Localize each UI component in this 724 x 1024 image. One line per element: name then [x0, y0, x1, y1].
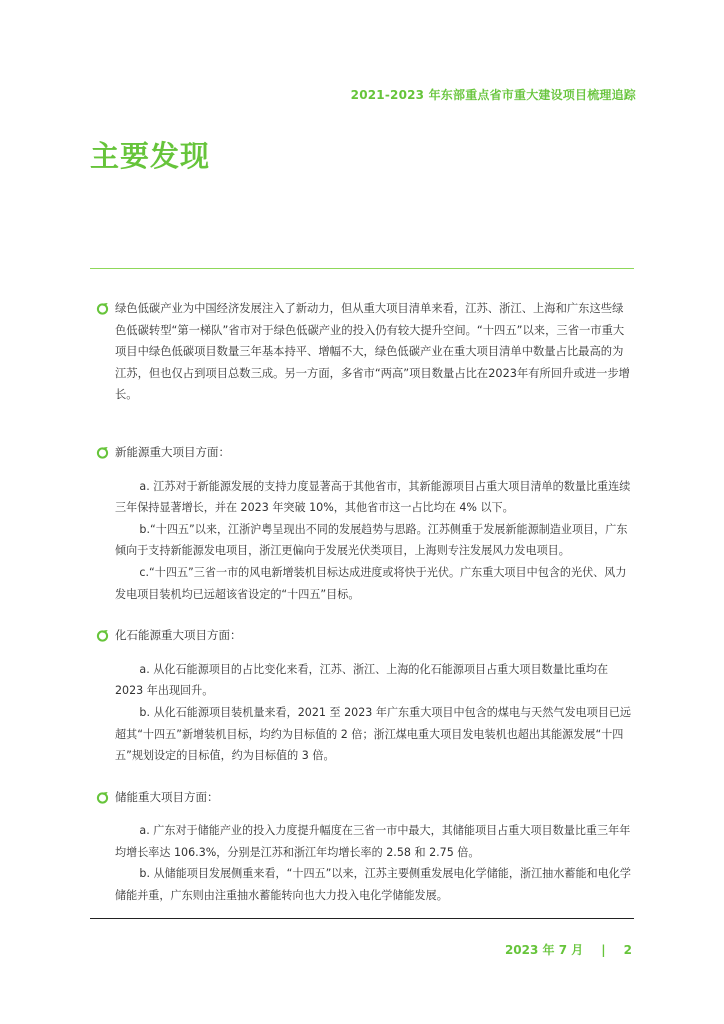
section-fossil-energy	[96, 625, 636, 767]
footer-date: 2023 年 7 月	[504, 943, 584, 957]
item-list	[96, 820, 636, 906]
footer-separator: |	[601, 942, 606, 957]
content	[96, 298, 636, 925]
green-leaf-circle-icon	[96, 446, 109, 459]
section-overview	[96, 298, 636, 406]
page-number: 2	[623, 942, 632, 957]
list-item: a. 从化石能源项目的占比变化来看，江苏、浙江、上海的化石能源项目占重大项目数量比重均在 2023 年出现回升。	[115, 662, 609, 698]
item-list	[96, 476, 636, 606]
item-list	[96, 659, 636, 767]
section-heading: 新能源重大项目方面：	[115, 444, 230, 459]
list-item: a. 江苏对于新能源发展的支持力度显著高于其他省市，其新能源项目占重大项目清单的数量比重连续三年保持显著增长，并在 2023 年突破 10%，其他省市这一占比均在 4% 以下。	[115, 479, 631, 515]
list-item: b. 从化石能源项目装机量来看，2021 至 2023 年广东重大项目中包含的煤电与天然气发电项目已远超其“十四五”新增装机目标，均约为目标值的 2 倍；浙江煤电重大项目发电装机也超出其能源发展“十四五”规划设定的目标值，约为目标值的 3 倍。	[115, 705, 632, 763]
bottom-divider	[90, 918, 634, 919]
list-item: c.“十四五”三省一市的风电新增装机目标达成进度或将快于光伏。广东重大项目中包含的光伏、风力发电项目装机均已远超该省设定的“十四五”目标。	[115, 565, 627, 601]
section-energy-storage	[96, 787, 636, 907]
green-leaf-circle-icon	[96, 791, 109, 804]
overview-text: 绿色低碳产业为中国经济发展注入了新动力，但从重大项目清单来看，江苏、浙江、上海和广东这些绿色低碳转型“第一梯队”省市对于绿色低碳产业的投入仍有较大提升空间。“十四五”以来，三省一市重大项目中绿色低碳项目数量三年基本持平、增幅不大，绿色低碳产业在重大项目清单中数量占比最高的为江苏，但也仅占到项目总数三成。另一方面，多省市“两高”项目数量占比在2023年有所回升或进一步增长。	[115, 302, 630, 402]
section-new-energy	[96, 442, 636, 605]
green-leaf-circle-icon	[96, 629, 109, 642]
header-title: 2021-2023 年东部重点省市重大建设项目梳理追踪	[350, 88, 636, 102]
page-title: 主要发现	[90, 139, 211, 173]
footer	[505, 941, 632, 958]
list-item: a. 广东对于储能产业的投入力度提升幅度在三省一市中最大，其储能项目占重大项目数量比重三年年均增长率达 106.3%，分别是江苏和浙江年均增长率的 2.58 和 2.75 倍。	[115, 824, 631, 859]
section-heading: 储能重大项目方面：	[115, 789, 219, 804]
list-item: b.“十四五”以来，江浙沪粤呈现出不同的发展趋势与思路。江苏侧重于发展新能源制造业项目，广东倾向于支持新能源发电项目，浙江更偏向于发展光伏类项目，上海则专注发展风力发电项目。	[115, 522, 628, 558]
green-leaf-circle-icon	[96, 302, 109, 315]
top-divider	[90, 268, 634, 269]
list-item: b. 从储能项目发展侧重来看，“十四五”以来，江苏主要侧重发展电化学储能，浙江抽水蓄能和电化学储能并重，广东则由注重抽水蓄能转向也大力投入电化学储能发展。	[115, 867, 631, 903]
section-heading: 化石能源重大项目方面：	[115, 628, 242, 643]
